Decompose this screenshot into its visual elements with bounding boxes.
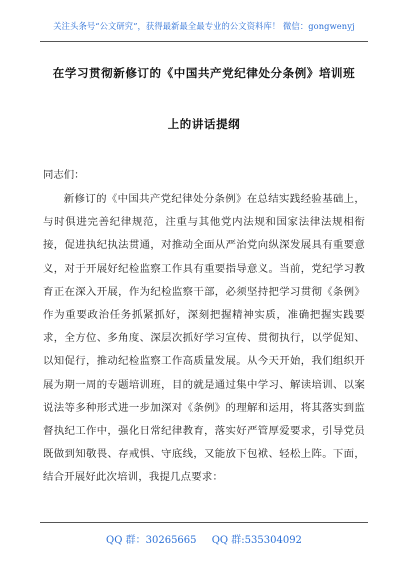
document-title-line-2: 上的讲话提纲 [167,117,241,131]
footer-qq-group-1: QQ 群：30265665 [106,535,197,546]
salutation: 同志们： [43,169,85,181]
footer-contacts [40,531,368,546]
header-promo-text: 关注头条号“公文研究”，获得最新最全最专业的公文资料库！ 微信：gongwenyj [53,21,355,31]
document-title-line-1: 在学习贯彻新修订的《中国共产党纪律处分条例》培训班 [52,66,356,80]
footer-divider [40,522,368,523]
header-divider [40,41,368,42]
body-paragraph: 新修订的《中国共产党纪律处分条例》在总结实践经验基础上，与时俱进完善纪律规范，注重与其他党内法规和国家法律法规相衔接，促进执纪执法贯通，对推动全面从严治党向纵深发展具有重要意义，对于开展好纪检监察工作具有重要指导意义。当前，党纪学习教育正在深入开展，作为纪检监察干部，必须坚持把学习贯彻《条例》作为重要政治任务抓紧抓好，深刻把握精神实质，准确把握实践要求，全方位、多角度、深层次抓好学习宣传、贯彻执行，以学促知、以知促行，推动纪检监察工作高质量发展。从今天开始，我们组织开展为期一周的专题培训班，目的就是通过集中学习、解读培训、以案说法等多种形式进一步加深对《条例》的理解和运用，将其落实到监督执纪工作中，强化日常纪律教育，落实好严管厚爱要求，引导党员既做到知敬畏、存戒惧、守底线，又能放下包袱、轻松上阵。下面，结合开展好此次培训，我提几点要求： [43,193,365,484]
footer-qq-group-2: QQ 群:535304092 [211,535,302,546]
